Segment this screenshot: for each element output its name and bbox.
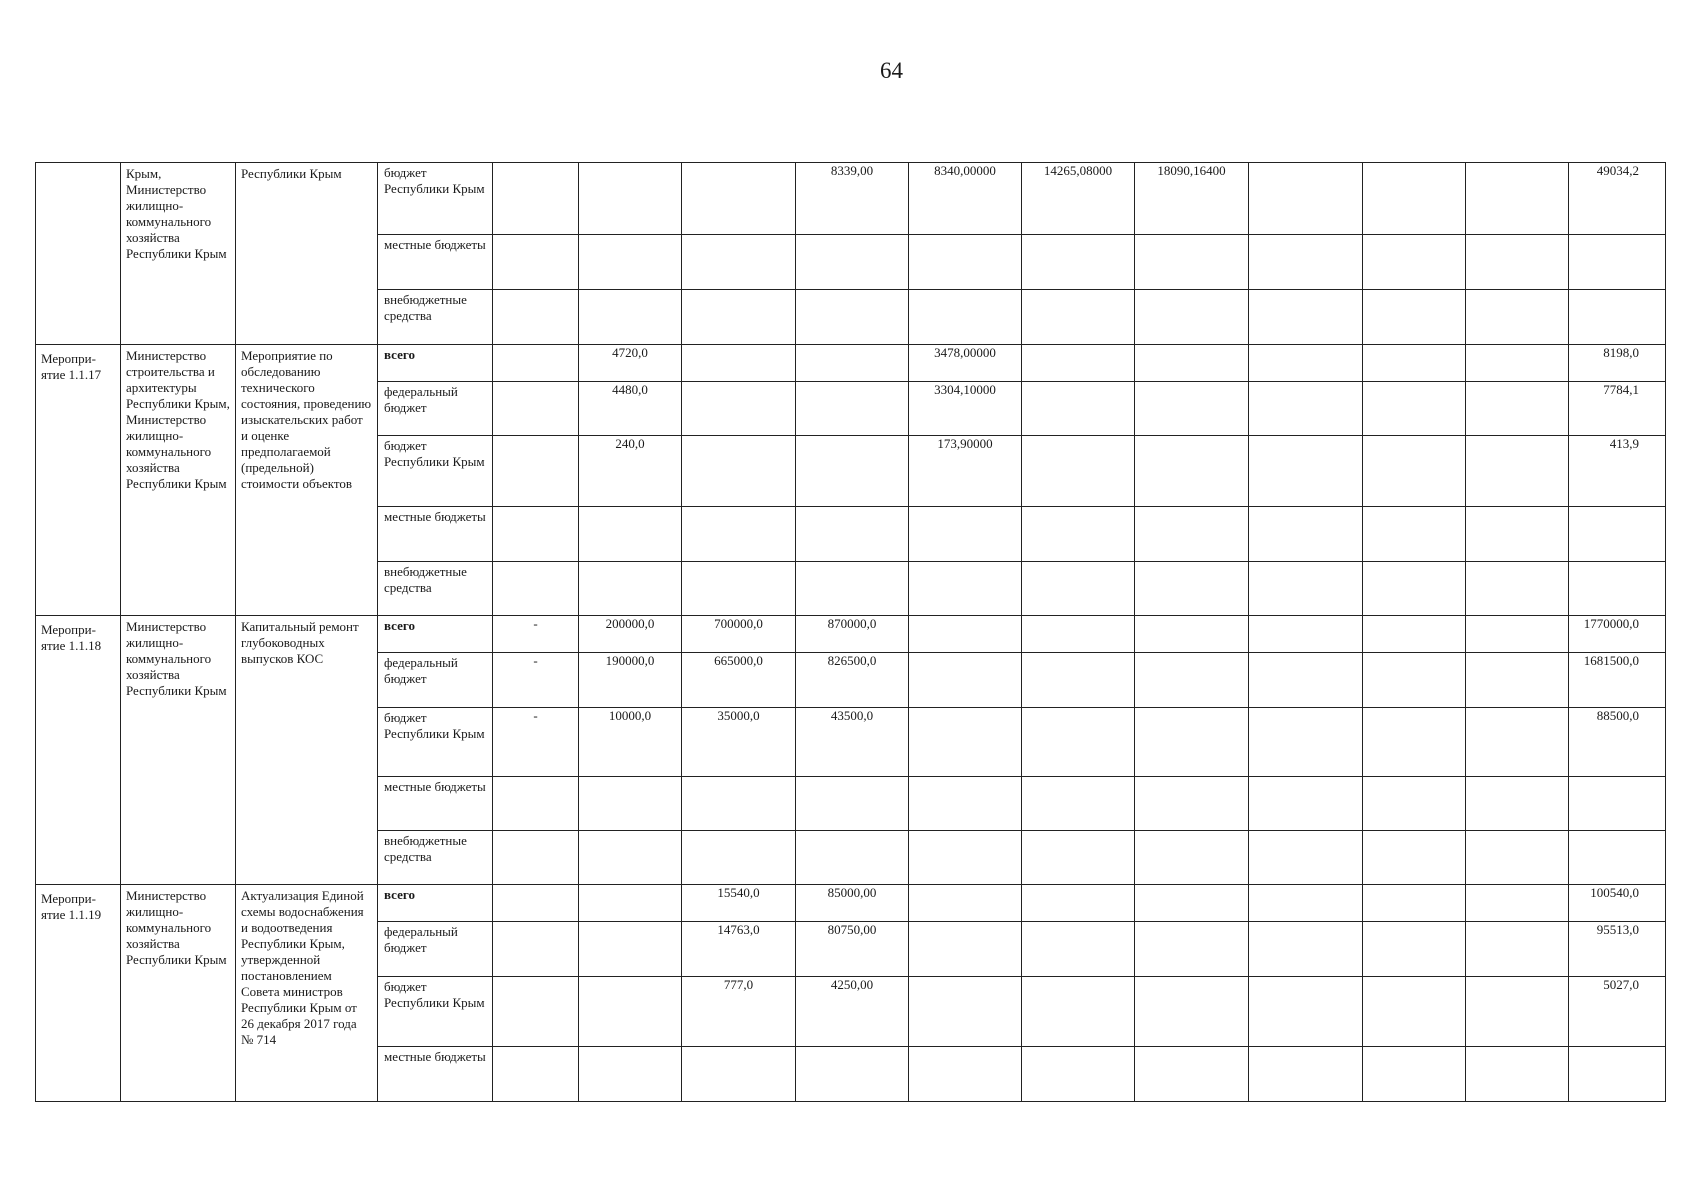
total-value-cell: 95513,0 <box>1569 922 1666 977</box>
year-value-cell <box>1135 290 1249 345</box>
total-value-cell <box>1569 562 1666 616</box>
year-value-cell <box>796 507 909 562</box>
year-value-cell <box>493 345 579 382</box>
year-value-cell <box>796 290 909 345</box>
funding-source-label: федеральный бюджет <box>384 924 458 955</box>
year-value-cell <box>1363 922 1466 977</box>
funding-source-cell <box>378 885 493 922</box>
year-value-cell <box>493 831 579 885</box>
funding-source-label: бюджет Республики Крым <box>384 165 485 196</box>
year-value-cell <box>579 507 682 562</box>
year-value-cell <box>1466 290 1569 345</box>
year-value-cell <box>796 831 909 885</box>
year-value-cell <box>909 235 1022 290</box>
funding-source-label: внебюджетные средства <box>384 292 467 323</box>
year-value-cell <box>1363 562 1466 616</box>
table-row <box>36 345 1666 382</box>
year-value-cell <box>682 163 796 235</box>
funding-source-cell <box>378 977 493 1047</box>
year-value-cell <box>1249 1047 1363 1102</box>
year-value-cell <box>579 977 682 1047</box>
executor-cell <box>121 885 236 1102</box>
year-value-cell <box>1363 235 1466 290</box>
total-value-cell <box>1569 507 1666 562</box>
year-value-cell <box>1022 831 1135 885</box>
year-value-cell <box>493 885 579 922</box>
year-value-cell <box>1363 345 1466 382</box>
description-label: Мероприятие по обследованию технического состояния, проведению изыскательских работ и оценке предполагаемой (предельной) стоимости объектов <box>241 348 372 491</box>
year-value-cell: 777,0 <box>682 977 796 1047</box>
event-id-cell <box>36 885 121 1102</box>
year-value-cell: 240,0 <box>579 436 682 507</box>
year-value-cell <box>1363 831 1466 885</box>
year-value-cell <box>579 235 682 290</box>
year-value-cell: 870000,0 <box>796 616 909 653</box>
year-value-cell <box>1135 1047 1249 1102</box>
total-value-cell: 88500,0 <box>1569 708 1666 777</box>
year-value-cell <box>579 922 682 977</box>
funding-source-label: всего <box>384 347 415 362</box>
year-value-cell <box>579 562 682 616</box>
year-value-cell <box>1135 922 1249 977</box>
year-value-cell: 190000,0 <box>579 653 682 708</box>
funding-source-cell <box>378 653 493 708</box>
year-value-cell <box>1249 708 1363 777</box>
year-value-cell <box>1363 382 1466 436</box>
year-value-cell <box>1363 616 1466 653</box>
funding-source-label: местные бюджеты <box>384 779 486 794</box>
year-value-cell <box>1022 708 1135 777</box>
funding-source-label: местные бюджеты <box>384 509 486 524</box>
funding-source-label: всего <box>384 887 415 902</box>
year-value-cell <box>493 163 579 235</box>
year-value-cell <box>1466 922 1569 977</box>
year-value-cell <box>1249 290 1363 345</box>
year-value-cell <box>1466 653 1569 708</box>
year-value-cell <box>1249 831 1363 885</box>
total-value-cell: 7784,1 <box>1569 382 1666 436</box>
funding-source-cell <box>378 708 493 777</box>
funding-source-label: внебюджетные средства <box>384 833 467 864</box>
event-id-label: Меропри-ятие 1.1.19 <box>41 891 102 922</box>
year-value-cell <box>1022 562 1135 616</box>
table-row <box>36 163 1666 235</box>
year-value-cell: 85000,00 <box>796 885 909 922</box>
year-value-cell <box>1135 777 1249 831</box>
year-value-cell <box>493 235 579 290</box>
year-value-cell <box>579 777 682 831</box>
total-value-cell <box>1569 235 1666 290</box>
funding-source-cell <box>378 507 493 562</box>
year-value-cell <box>796 436 909 507</box>
executor-cell <box>121 616 236 885</box>
year-value-cell: 43500,0 <box>796 708 909 777</box>
total-value-cell: 1770000,0 <box>1569 616 1666 653</box>
year-value-cell <box>1466 616 1569 653</box>
year-value-cell: 4250,00 <box>796 977 909 1047</box>
year-value-cell <box>1363 777 1466 831</box>
year-value-cell <box>1363 436 1466 507</box>
year-value-cell <box>1135 436 1249 507</box>
total-value-cell: 5027,0 <box>1569 977 1666 1047</box>
year-value-cell <box>1249 507 1363 562</box>
year-value-cell <box>493 507 579 562</box>
funding-source-cell <box>378 345 493 382</box>
year-value-cell <box>1022 922 1135 977</box>
funding-source-label: бюджет Республики Крым <box>384 438 485 469</box>
event-id-cell <box>36 345 121 616</box>
year-value-cell: - <box>493 653 579 708</box>
year-value-cell <box>493 977 579 1047</box>
funding-source-cell <box>378 616 493 653</box>
year-value-cell <box>909 507 1022 562</box>
event-id-label: Меропри-ятие 1.1.17 <box>41 351 102 382</box>
event-id-label <box>36 163 120 169</box>
year-value-cell <box>682 436 796 507</box>
year-value-cell <box>1466 507 1569 562</box>
funding-source-label: федеральный бюджет <box>384 384 458 415</box>
year-value-cell <box>682 831 796 885</box>
executor-label: Министерство жилищно-коммунального хозяйства Республики Крым <box>126 619 227 698</box>
year-value-cell <box>909 290 1022 345</box>
funding-source-cell <box>378 777 493 831</box>
year-value-cell <box>1249 885 1363 922</box>
event-id-label: Меропри-ятие 1.1.18 <box>41 622 102 653</box>
year-value-cell <box>909 977 1022 1047</box>
year-value-cell: 4720,0 <box>579 345 682 382</box>
year-value-cell: 8340,00000 <box>909 163 1022 235</box>
year-value-cell <box>796 777 909 831</box>
year-value-cell <box>1135 977 1249 1047</box>
year-value-cell <box>1466 235 1569 290</box>
year-value-cell: - <box>493 708 579 777</box>
year-value-cell <box>909 1047 1022 1102</box>
year-value-cell <box>1135 653 1249 708</box>
year-value-cell <box>1249 777 1363 831</box>
year-value-cell: 14265,08000 <box>1022 163 1135 235</box>
year-value-cell <box>1135 885 1249 922</box>
year-value-cell: 14763,0 <box>682 922 796 977</box>
year-value-cell <box>1249 235 1363 290</box>
total-value-cell: 100540,0 <box>1569 885 1666 922</box>
year-value-cell <box>579 885 682 922</box>
funding-source-cell <box>378 382 493 436</box>
year-value-cell: 3478,00000 <box>909 345 1022 382</box>
total-value-cell: 49034,2 <box>1569 163 1666 235</box>
description-cell <box>236 616 378 885</box>
year-value-cell <box>1022 290 1135 345</box>
funding-source-cell <box>378 436 493 507</box>
year-value-cell <box>1249 163 1363 235</box>
year-value-cell <box>493 436 579 507</box>
year-value-cell <box>1466 831 1569 885</box>
total-value-cell: 8198,0 <box>1569 345 1666 382</box>
description-label: Республики Крым <box>241 166 342 181</box>
year-value-cell <box>1135 235 1249 290</box>
funding-source-label: бюджет Республики Крым <box>384 979 485 1010</box>
year-value-cell <box>682 345 796 382</box>
year-value-cell <box>579 1047 682 1102</box>
year-value-cell <box>1466 345 1569 382</box>
year-value-cell <box>493 922 579 977</box>
year-value-cell <box>579 290 682 345</box>
funding-source-cell <box>378 235 493 290</box>
year-value-cell <box>1022 1047 1135 1102</box>
year-value-cell: 826500,0 <box>796 653 909 708</box>
year-value-cell <box>1135 507 1249 562</box>
year-value-cell: 4480,0 <box>579 382 682 436</box>
year-value-cell: 700000,0 <box>682 616 796 653</box>
year-value-cell <box>493 382 579 436</box>
year-value-cell: 200000,0 <box>579 616 682 653</box>
year-value-cell <box>1466 708 1569 777</box>
year-value-cell <box>1135 562 1249 616</box>
year-value-cell <box>1135 708 1249 777</box>
year-value-cell <box>682 507 796 562</box>
year-value-cell: 665000,0 <box>682 653 796 708</box>
executor-label: Министерство жилищно-коммунального хозяйства Республики Крым <box>126 888 227 967</box>
year-value-cell <box>1363 653 1466 708</box>
year-value-cell <box>909 708 1022 777</box>
year-value-cell <box>1466 163 1569 235</box>
year-value-cell <box>1363 885 1466 922</box>
event-id-cell <box>36 163 121 345</box>
year-value-cell <box>1022 885 1135 922</box>
year-value-cell <box>1363 507 1466 562</box>
year-value-cell <box>1249 436 1363 507</box>
year-value-cell <box>909 562 1022 616</box>
event-id-cell <box>36 616 121 885</box>
year-value-cell <box>909 653 1022 708</box>
year-value-cell: 35000,0 <box>682 708 796 777</box>
year-value-cell <box>1363 708 1466 777</box>
funding-source-cell <box>378 163 493 235</box>
total-value-cell <box>1569 290 1666 345</box>
year-value-cell <box>1363 290 1466 345</box>
year-value-cell <box>682 1047 796 1102</box>
year-value-cell <box>682 290 796 345</box>
year-value-cell <box>493 777 579 831</box>
funding-source-cell <box>378 1047 493 1102</box>
year-value-cell <box>1249 922 1363 977</box>
year-value-cell <box>1466 562 1569 616</box>
year-value-cell <box>1022 436 1135 507</box>
description-label: Актуализация Единой схемы водоснабжения и водоотведения Республики Крым, утвержденной постановлением Совета министров Республики Крым от 26 декабря 2017 года № 714 <box>241 888 364 1047</box>
year-value-cell <box>909 616 1022 653</box>
year-value-cell <box>909 885 1022 922</box>
description-cell <box>236 163 378 345</box>
year-value-cell <box>1363 163 1466 235</box>
year-value-cell <box>1249 382 1363 436</box>
year-value-cell <box>682 777 796 831</box>
year-value-cell <box>1022 777 1135 831</box>
table-row <box>36 616 1666 653</box>
year-value-cell: 18090,16400 <box>1135 163 1249 235</box>
year-value-cell <box>1022 977 1135 1047</box>
page-number: 64 <box>880 58 903 83</box>
year-value-cell <box>1249 562 1363 616</box>
year-value-cell <box>1135 616 1249 653</box>
year-value-cell <box>1135 831 1249 885</box>
year-value-cell: 8339,00 <box>796 163 909 235</box>
year-value-cell <box>796 345 909 382</box>
funding-source-cell <box>378 562 493 616</box>
year-value-cell <box>682 382 796 436</box>
year-value-cell <box>1363 977 1466 1047</box>
funding-source-label: местные бюджеты <box>384 237 486 252</box>
executor-cell <box>121 345 236 616</box>
year-value-cell <box>1363 1047 1466 1102</box>
year-value-cell <box>1249 653 1363 708</box>
year-value-cell <box>1135 345 1249 382</box>
funding-source-label: внебюджетные средства <box>384 564 467 595</box>
funding-source-label: федеральный бюджет <box>384 655 458 686</box>
year-value-cell <box>1249 616 1363 653</box>
total-value-cell <box>1569 1047 1666 1102</box>
year-value-cell <box>1022 507 1135 562</box>
year-value-cell <box>1466 436 1569 507</box>
budget-table <box>35 162 1666 1102</box>
year-value-cell <box>1466 885 1569 922</box>
year-value-cell <box>579 831 682 885</box>
executor-label: Крым, Министерство жилищно-коммунального хозяйства Республики Крым <box>126 166 227 261</box>
year-value-cell <box>796 382 909 436</box>
total-value-cell: 1681500,0 <box>1569 653 1666 708</box>
year-value-cell <box>796 562 909 616</box>
executor-cell <box>121 163 236 345</box>
year-value-cell <box>493 290 579 345</box>
year-value-cell <box>796 1047 909 1102</box>
funding-source-cell <box>378 290 493 345</box>
description-cell <box>236 345 378 616</box>
year-value-cell <box>1022 382 1135 436</box>
executor-label: Министерство строительства и архитектуры Республики Крым, Министерство жилищно-коммунального хозяйства Республики Крым <box>126 348 230 491</box>
year-value-cell: 15540,0 <box>682 885 796 922</box>
funding-source-label: местные бюджеты <box>384 1049 486 1064</box>
year-value-cell <box>1466 1047 1569 1102</box>
year-value-cell <box>909 777 1022 831</box>
year-value-cell: - <box>493 616 579 653</box>
year-value-cell <box>796 235 909 290</box>
year-value-cell <box>1022 616 1135 653</box>
year-value-cell: 173,90000 <box>909 436 1022 507</box>
year-value-cell <box>682 562 796 616</box>
year-value-cell <box>1022 345 1135 382</box>
year-value-cell <box>909 922 1022 977</box>
description-cell <box>236 885 378 1102</box>
year-value-cell <box>579 163 682 235</box>
year-value-cell <box>1135 382 1249 436</box>
funding-source-label: всего <box>384 618 415 633</box>
year-value-cell <box>1466 382 1569 436</box>
year-value-cell <box>493 562 579 616</box>
year-value-cell: 80750,00 <box>796 922 909 977</box>
funding-source-cell <box>378 922 493 977</box>
total-value-cell <box>1569 831 1666 885</box>
description-label: Капитальный ремонт глубоководных выпусков КОС <box>241 619 359 666</box>
year-value-cell <box>1466 777 1569 831</box>
year-value-cell <box>1022 235 1135 290</box>
year-value-cell <box>909 831 1022 885</box>
funding-source-label: бюджет Республики Крым <box>384 710 485 741</box>
year-value-cell <box>1022 653 1135 708</box>
year-value-cell <box>682 235 796 290</box>
year-value-cell: 10000,0 <box>579 708 682 777</box>
table-row <box>36 885 1666 922</box>
funding-source-cell <box>378 831 493 885</box>
year-value-cell <box>1249 977 1363 1047</box>
total-value-cell: 413,9 <box>1569 436 1666 507</box>
year-value-cell <box>493 1047 579 1102</box>
year-value-cell <box>1466 977 1569 1047</box>
year-value-cell: 3304,10000 <box>909 382 1022 436</box>
total-value-cell <box>1569 777 1666 831</box>
year-value-cell <box>1249 345 1363 382</box>
